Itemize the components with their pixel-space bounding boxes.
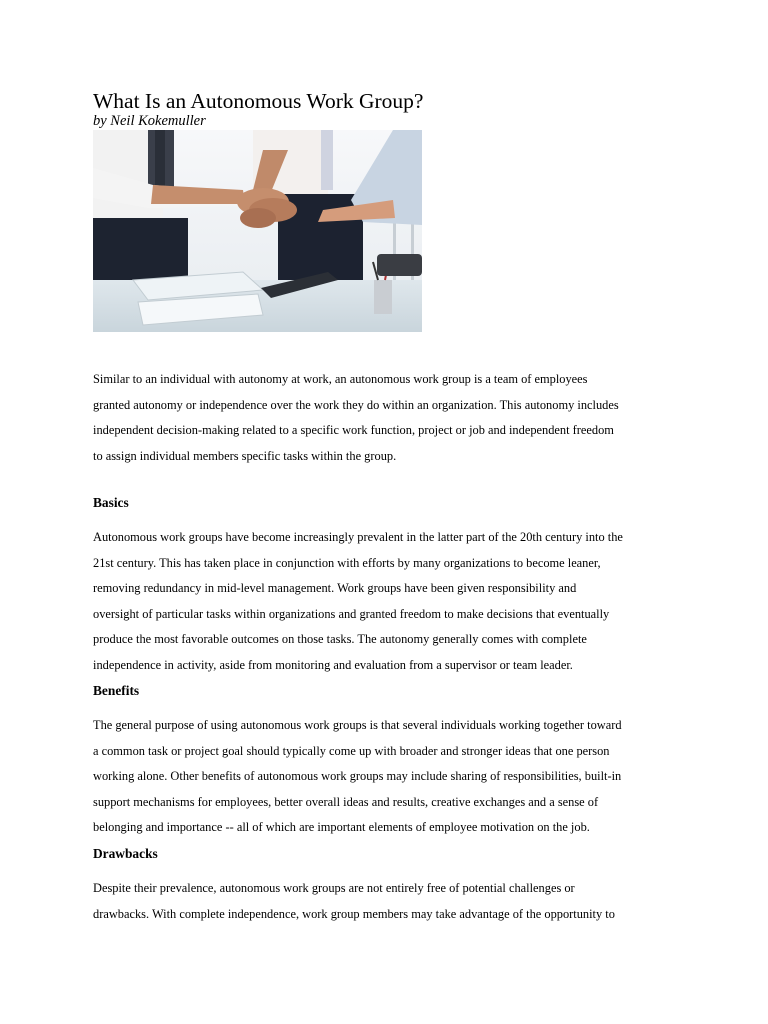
basics-line: oversight of particular tasks within organizations and granted freedom to make decisions that eventually — [93, 606, 610, 621]
basics-line: 21st century. This has taken place in conjunction with efforts by many organizations to become leaner, — [93, 555, 601, 570]
intro-line: granted autonomy or independence over the work they do within an organization. This autonomy includes — [93, 397, 619, 412]
benefits-paragraph — [93, 713, 683, 841]
article-photo — [93, 130, 422, 332]
intro-paragraph — [93, 367, 683, 469]
section-heading-drawbacks: Drawbacks — [93, 846, 158, 861]
basics-line: independence in activity, aside from monitoring and evaluation from a supervisor or team leader. — [93, 657, 573, 672]
drawbacks-line: drawbacks. With complete independence, work group members may take advantage of the opportunity to — [93, 906, 615, 921]
section-heading-benefits: Benefits — [93, 683, 140, 698]
benefits-line: belonging and importance -- all of which are important elements of employee motivation on the job. — [93, 820, 590, 835]
benefits-line: The general purpose of using autonomous work groups is that several individuals working together toward — [93, 718, 622, 732]
article-byline: by Neil Kokemuller — [93, 113, 206, 129]
drawbacks-line: Despite their prevalence, autonomous work groups are not entirely free of potential challenges or — [93, 881, 575, 895]
basics-line: Autonomous work groups have become increasingly prevalent in the latter part of the 20th century into the — [93, 530, 623, 544]
benefits-line: working alone. Other benefits of autonomous work groups may include sharing of responsibilities, built-in — [93, 769, 622, 784]
basics-line: removing redundancy in mid-level management. Work groups have been given responsibility and — [93, 581, 577, 596]
article-title: What Is an Autonomous Work Group? — [93, 89, 424, 113]
intro-line: independent decision-making related to a specific work function, project or job and independent freedom — [93, 423, 614, 438]
basics-line: produce the most favorable outcomes on those tasks. The autonomy generally comes with complete — [93, 632, 587, 647]
basics-paragraph — [93, 525, 683, 679]
intro-line: Similar to an individual with autonomy at work, an autonomous work group is a team of employees — [93, 372, 588, 386]
drawbacks-paragraph — [93, 876, 683, 927]
benefits-line: a common task or project goal should typically come up with broader and stronger ideas that one person — [93, 743, 610, 758]
intro-line: to assign individual members specific tasks within the group. — [93, 448, 397, 463]
benefits-line: support mechanisms for employees, better overall ideas and results, creative exchanges and a sense of — [93, 794, 599, 809]
section-heading-basics: Basics — [93, 495, 129, 510]
